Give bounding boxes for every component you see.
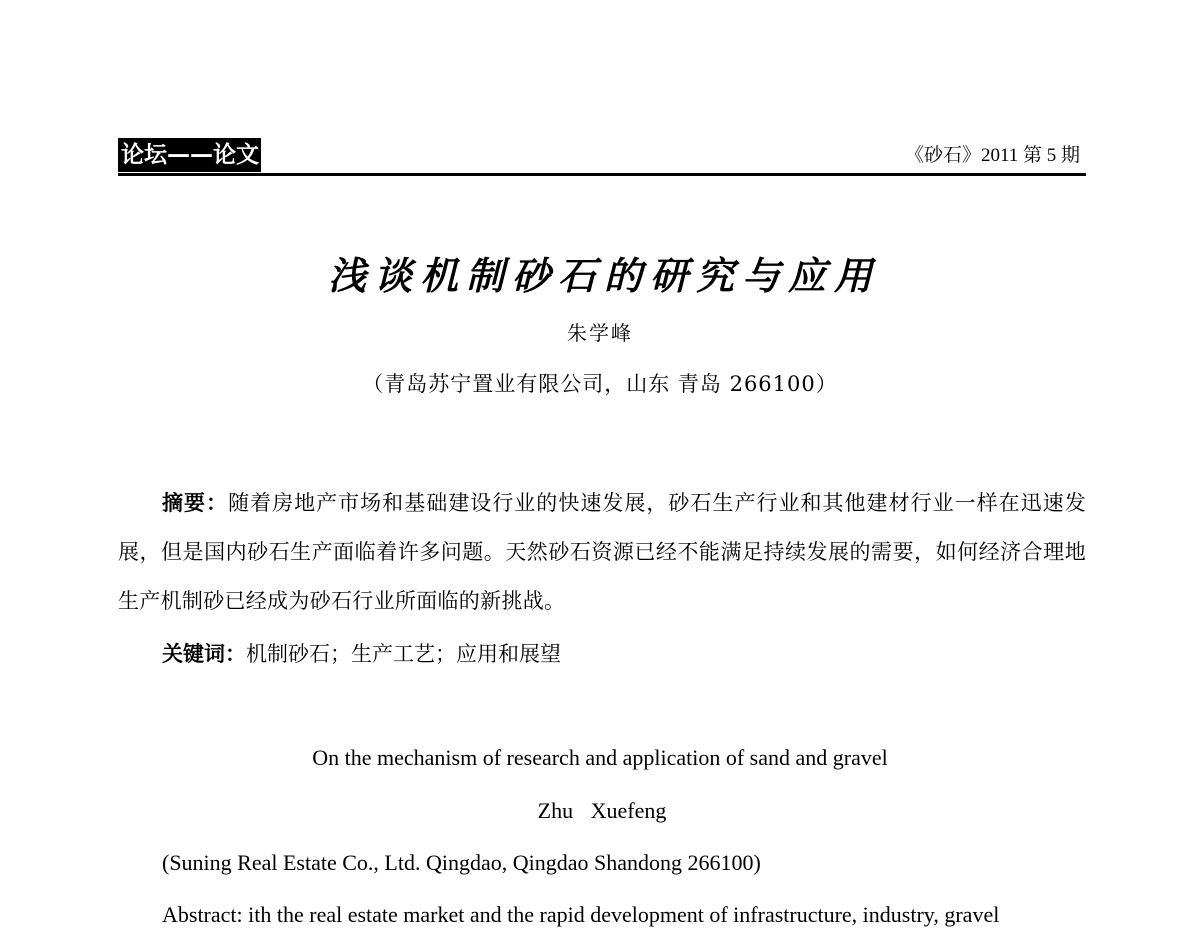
article-author: 朱学峰	[567, 321, 633, 345]
abstract-text: 随着房地产市场和基础建设行业的快速发展，砂石生产行业和其他建材行业一样在迅速发展，但是国内砂石生产面临着许多问题。天然砂石资源已经不能满足持续发展的需要，如何经济合理地生产机制砂已经成为砂石行业所面临的新挑战。	[118, 491, 1086, 613]
english-author: Zhu Xuefeng	[537, 798, 667, 823]
header-rule	[118, 173, 1086, 176]
article-affiliation: （青岛苏宁置业有限公司，山东 青岛 266100）	[362, 372, 838, 396]
article-title: 浅谈机制砂石的研究与应用	[327, 253, 880, 298]
journal-info: 《砂石》2011 第 5 期	[904, 145, 1080, 166]
page-header	[118, 138, 1086, 174]
abstract-label: 摘要：	[162, 490, 229, 515]
chinese-keywords	[162, 634, 561, 674]
keywords-text: 机制砂石；生产工艺；应用和展望	[246, 642, 561, 666]
keywords-label: 关键词：	[162, 641, 246, 666]
english-abstract: Abstract: ith the real estate market and the rapid development of infrastructure, industry, gravel	[162, 902, 1000, 927]
english-affiliation: (Suning Real Estate Co., Ltd. Qingdao, Qingdao Shandong 266100)	[162, 850, 761, 875]
chinese-abstract	[118, 478, 1086, 626]
english-title: On the mechanism of research and application of sand and gravel	[312, 745, 888, 770]
section-tag: 论坛——论文	[118, 138, 261, 172]
